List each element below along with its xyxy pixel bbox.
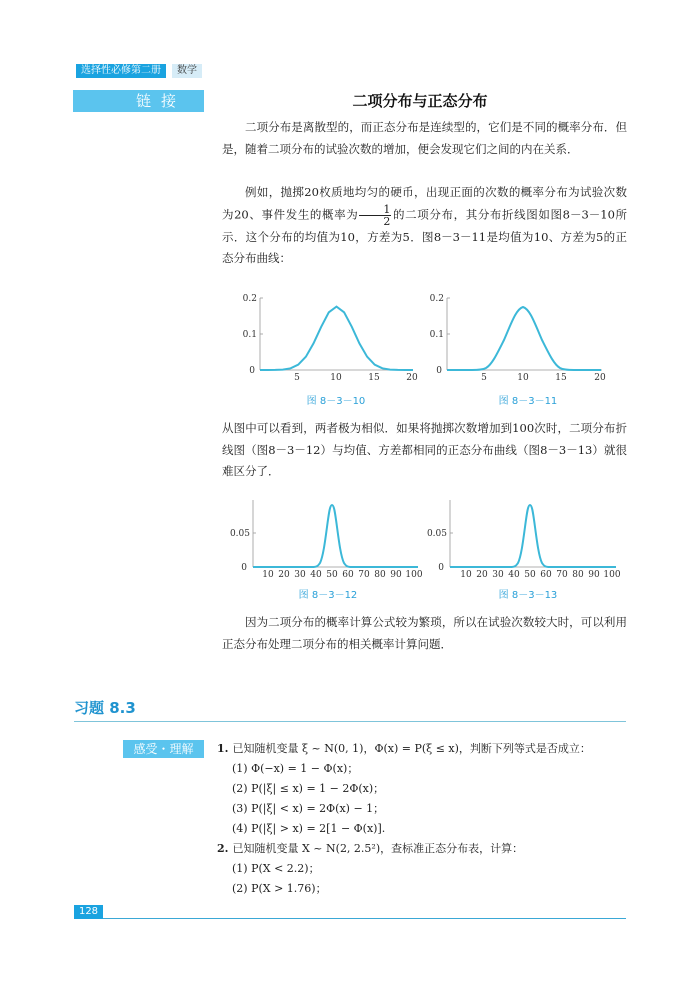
question-2-text: 已知随机变量 X ~ N(2, 2.5²)，查标准正态分布表，计算： [232, 842, 524, 855]
svg-text:0.2: 0.2 [242, 294, 257, 304]
svg-text:100: 100 [405, 570, 423, 580]
svg-text:10: 10 [262, 570, 274, 580]
reading-title: 二项分布与正态分布 [352, 92, 488, 110]
question-2 [217, 839, 523, 859]
figure-8-3-11-caption: 图 8－3－11 [498, 396, 558, 407]
question-2-item-1: (1) P(X < 2.2)； [232, 862, 320, 875]
svg-text:0.1: 0.1 [242, 330, 257, 340]
svg-text:60: 60 [540, 570, 552, 580]
footer-divider [103, 918, 626, 919]
question-2-number: 2. [217, 842, 229, 855]
svg-text:20: 20 [476, 570, 488, 580]
svg-text:0.05: 0.05 [229, 529, 250, 539]
figure-8-3-10-chart [225, 292, 420, 383]
svg-text:10: 10 [517, 373, 529, 383]
svg-text:10: 10 [460, 570, 472, 580]
svg-text:90: 90 [390, 570, 402, 580]
svg-text:50: 50 [326, 570, 338, 580]
fraction-one-half [359, 204, 391, 227]
paragraph-2-part-2: 的二项分布，其分布折线图如图8－3－10所示．这个分布的均值为10，方差为5．图8－3－11是均值为10、方差为5的正态分布曲线： [222, 207, 628, 265]
question-1 [217, 739, 591, 759]
subject-tag: 数学 [172, 64, 202, 78]
figure-8-3-13-caption: 图 8－3－13 [498, 590, 558, 601]
paragraph-2-part-1: 例如，抛掷20枚质地均匀的硬币，出现正面的次数的概率分布为试验次数为20、事件发生的概率为 [222, 185, 627, 221]
svg-text:50: 50 [524, 570, 536, 580]
question-1-text: 已知随机变量 ξ ~ N(0, 1)，Φ(x) = P(ξ ≤ x)，判断下列等式是否成立： [232, 742, 591, 755]
svg-text:30: 30 [294, 570, 306, 580]
svg-text:40: 40 [310, 570, 322, 580]
svg-text:10: 10 [330, 373, 342, 383]
svg-text:20: 20 [406, 373, 418, 383]
svg-text:90: 90 [588, 570, 600, 580]
svg-text:20: 20 [278, 570, 290, 580]
svg-text:40: 40 [508, 570, 520, 580]
svg-text:0: 0 [249, 366, 255, 376]
exercise-section-divider [74, 721, 626, 722]
svg-text:5: 5 [294, 373, 300, 383]
exercise-category-tag: 感受・理解 [123, 740, 204, 758]
paragraph-2 [222, 182, 627, 270]
fraction-denominator: 2 [383, 214, 391, 228]
paragraph-3: 从图中可以看到，两者极为相似．如果将抛掷次数增加到100次时，二项分布折线图（图8－3－12）与均值、方差都相同的正态分布曲线（图8－3－13）就很难区分了． [222, 421, 627, 478]
paragraph-1: 二项分布是离散型的，而正态分布是连续型的，它们是不同的概率分布．但是，随着二项分布的试验次数的增加，便会发现它们之间的内在关系． [222, 120, 627, 156]
exercise-section-title: 习题 8.3 [74, 699, 136, 717]
svg-text:0.05: 0.05 [426, 529, 447, 539]
svg-text:15: 15 [368, 373, 380, 383]
page-number: 128 [74, 905, 103, 919]
figure-8-3-10-caption: 图 8－3－10 [306, 396, 366, 407]
svg-text:70: 70 [358, 570, 370, 580]
svg-text:70: 70 [556, 570, 568, 580]
question-1-item-4: (4) P(|ξ| > x) = 2[1 − Φ(x)]. [232, 822, 386, 835]
svg-text:80: 80 [374, 570, 386, 580]
svg-text:100: 100 [603, 570, 621, 580]
svg-text:20: 20 [594, 373, 606, 383]
svg-text:0.1: 0.1 [429, 330, 444, 340]
svg-text:5: 5 [481, 373, 487, 383]
svg-text:15: 15 [555, 373, 567, 383]
fraction-numerator: 1 [359, 204, 391, 216]
svg-text:60: 60 [342, 570, 354, 580]
svg-text:0: 0 [436, 366, 442, 376]
svg-text:0: 0 [438, 563, 444, 573]
figure-8-3-12-chart [222, 497, 422, 579]
book-volume-tag: 选择性必修第二册 [76, 64, 166, 78]
svg-text:30: 30 [492, 570, 504, 580]
svg-text:0: 0 [241, 563, 247, 573]
figure-8-3-12-caption: 图 8－3－12 [298, 590, 358, 601]
question-1-item-2: (2) P(|ξ| ≤ x) = 1 − 2Φ(x)； [232, 782, 385, 795]
section-tag-link: 链接 [73, 90, 204, 112]
figure-8-3-11-chart [420, 292, 615, 383]
figure-8-3-13-chart [420, 497, 620, 579]
question-2-item-2: (2) P(X > 1.76)； [232, 882, 327, 895]
question-1-item-3: (3) P(|ξ| < x) = 2Φ(x) − 1； [232, 802, 385, 815]
paragraph-4: 因为二项分布的概率计算公式较为繁琐，所以在试验次数较大时，可以利用正态分布处理二项分布的相关概率计算问题． [222, 615, 627, 651]
svg-text:80: 80 [572, 570, 584, 580]
svg-text:0.2: 0.2 [429, 294, 444, 304]
question-1-item-1: (1) Φ(−x) = 1 − Φ(x)； [232, 762, 359, 775]
question-1-number: 1. [217, 742, 229, 755]
